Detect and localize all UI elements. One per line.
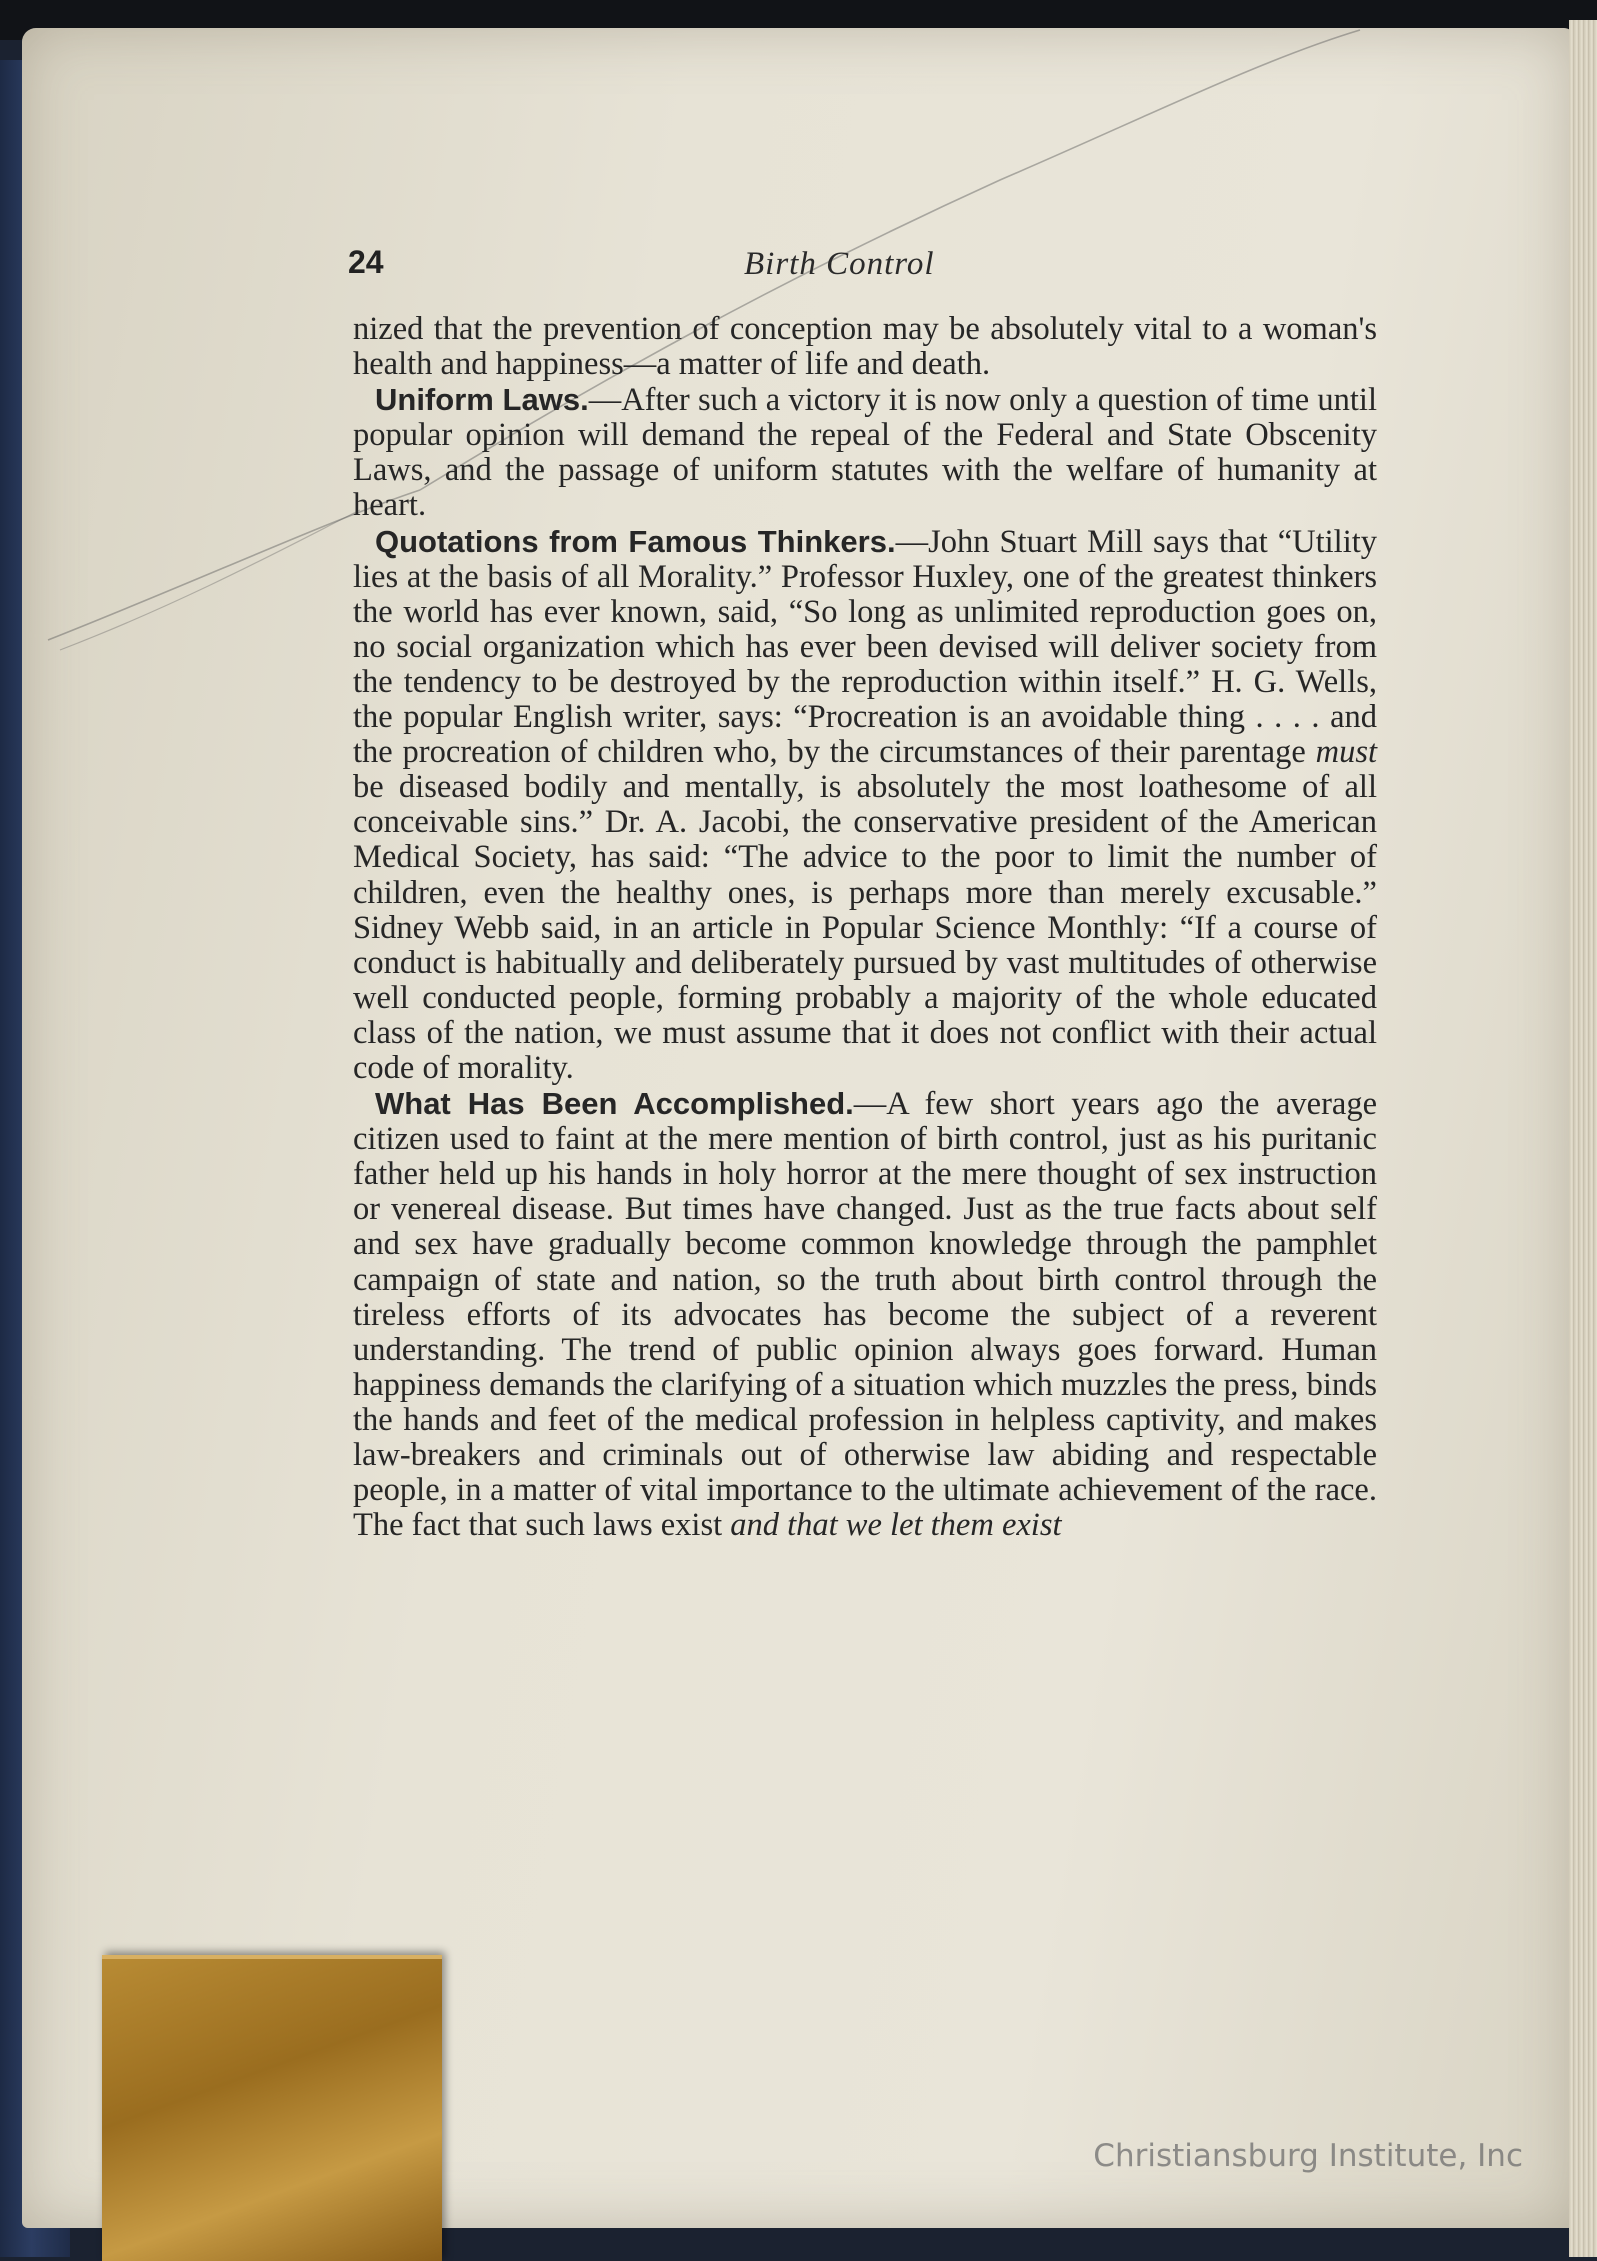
paragraph-text: be diseased bodily and mentally, is absolutely the most loathesome of all conceivable sins.” Dr. A. Jacobi, the conservative president of the American Medical Society, has said: “The advice to the poor to limit the number of children, even the healthy ones, is perhaps more than merely excusable.” Sidney Webb said, in an article in Popular Science Monthly: “If a course of conduct is habitually and deliberately pursued by vast multitudes of otherwise well conducted people, forming probably a majority of the whole educated class of the nation, we must assume that it does not conflict with their actual code of morality. xyxy=(353,769,1377,1086)
watermark: Christiansburg Institute, Inc xyxy=(1093,2138,1523,2174)
section-heading: Uniform Laws. xyxy=(375,382,589,418)
paragraph-text: —A few short years ago the average citizen used to faint at the mere mention of birth control, just as his puritanic father held up his hands in holy horror at the mere thought of sex instruction or venereal disease. But times have changed. Just as the true facts about self and sex have gradually become common knowledge through the pamphlet campaign of state and nation, so the truth about birth control through the tireless efforts of its advocates has become the subject of a reverent understanding. The trend of public opinion always goes forward. Human happiness demands the clarifying of a situation which muzzles the press, binds the hands and feet of the medical profession in helpless captivity, and makes law-breakers and criminals out of otherwise law abiding and respectable people, in a matter of vital importance to the ultimate achievement of the race. The fact that such laws exist xyxy=(353,1086,1377,1544)
brass-clip xyxy=(102,1955,442,2261)
paragraph xyxy=(353,524,1377,1087)
emphasis-text: and that we let them exist xyxy=(730,1507,1062,1544)
paragraph-text: —After such a victory it is now only a question of time until popular opinion will demand the repeal of the Federal and State Obscenity Laws, and the passage of uniform statutes with the welfare of humanity at heart. xyxy=(353,382,1377,524)
paragraph-text: —John Stuart Mill says that “Utility lies at the basis of all Morality.” Professor Huxley, one of the greatest thinkers the world has ever known, said, “So long as unlimited reproduction goes on, no social organization which has ever been devised will deliver society from the tendency to be destroyed by the reproduction within itself.” H. G. Wells, the popular English writer, says: “Procreation is an avoidable thing . . . . and the procreation of children who, by the circumstances of their parentage xyxy=(353,523,1378,771)
paragraph xyxy=(353,312,1377,382)
emphasis-text: must xyxy=(1315,734,1377,771)
paragraph xyxy=(353,382,1377,523)
body-text xyxy=(353,312,1377,1543)
paragraph-text: nized that the prevention of conception may be absolutely vital to a woman's health and happiness—a matter of life and death. xyxy=(353,311,1377,383)
running-title: Birth Control xyxy=(744,246,935,282)
page-number: 24 xyxy=(348,244,384,280)
page-edges xyxy=(1569,20,1597,2257)
section-heading: Quotations from Famous Thinkers. xyxy=(375,523,896,559)
section-heading: What Has Been Accomplished. xyxy=(375,1086,854,1122)
page-header xyxy=(348,244,1378,288)
paragraph xyxy=(353,1086,1377,1543)
